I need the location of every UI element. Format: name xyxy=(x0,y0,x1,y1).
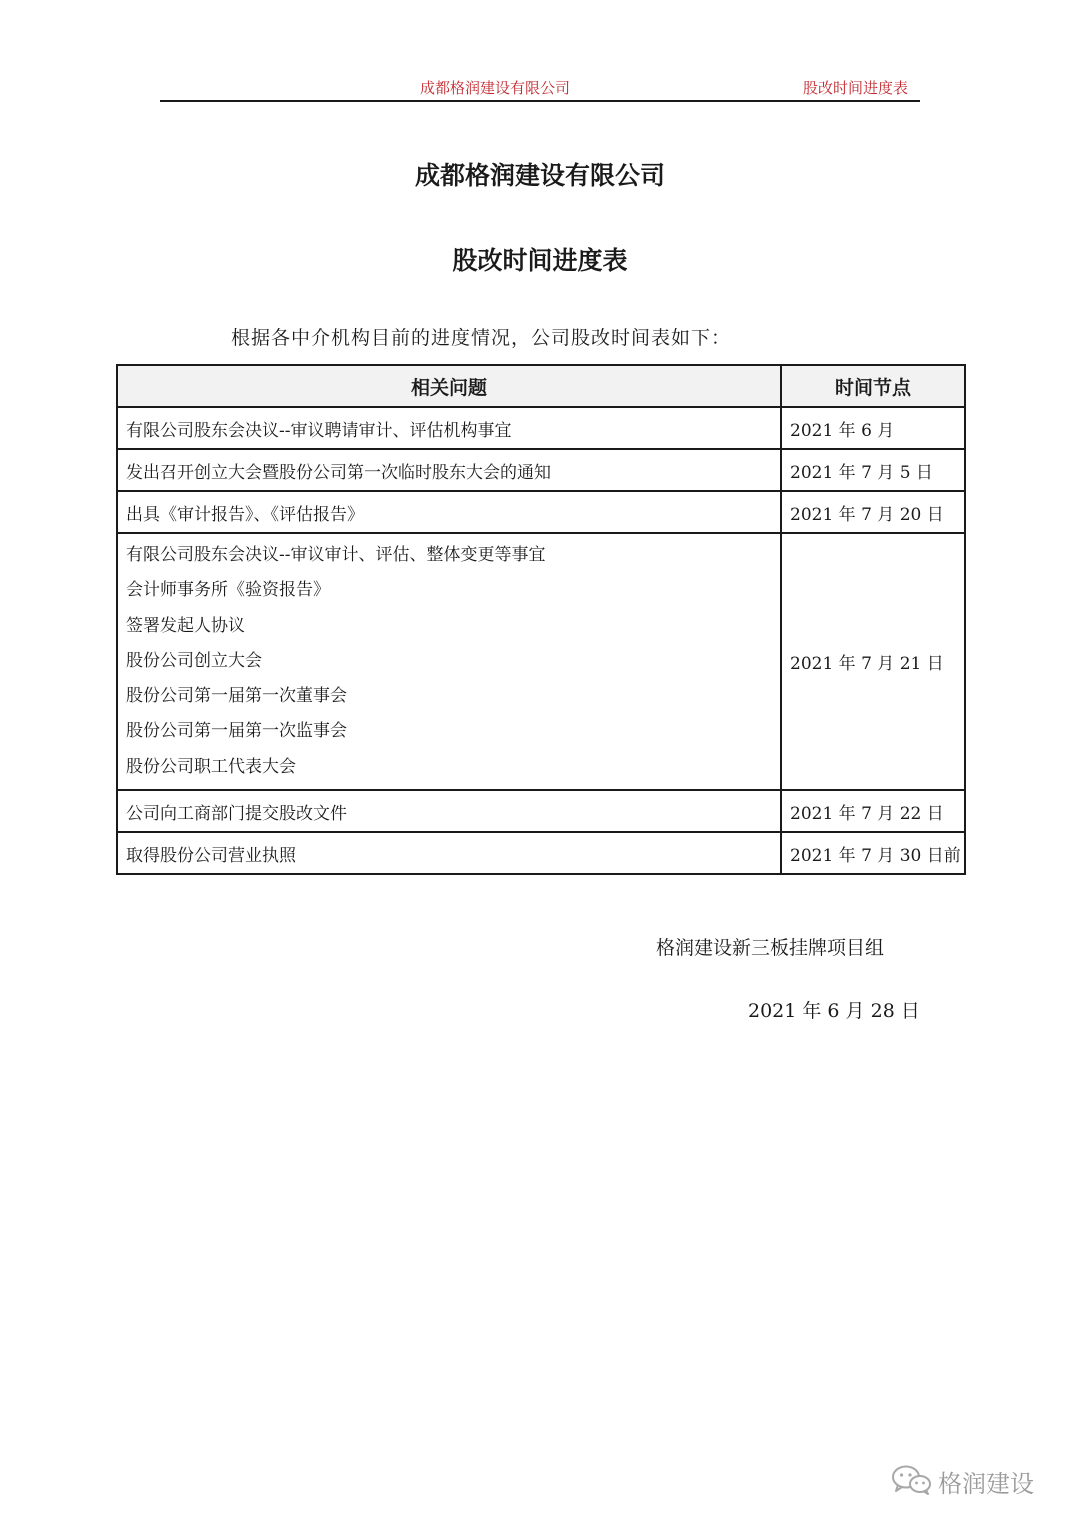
issue-line: 会计师事务所《验资报告》 xyxy=(126,580,330,601)
table-row xyxy=(117,449,965,491)
header-document-title: 股改时间进度表 xyxy=(803,79,909,97)
signature-group: 格润建设新三板挂牌项目组 xyxy=(656,937,885,959)
signature-date: 2021 年 6 月 28 日 xyxy=(748,1000,920,1022)
issue-cell: 有限公司股东会决议--审议聘请审计、评估机构事宜 xyxy=(117,407,781,449)
table-header-row xyxy=(117,365,965,407)
date-cell: 2021 年 7 月 20 日 xyxy=(781,491,965,533)
table-row xyxy=(117,533,965,790)
issue-cell: 发出召开创立大会暨股份公司第一次临时股东大会的通知 xyxy=(117,449,781,491)
page-subtitle: 股改时间进度表 xyxy=(452,246,628,275)
header-company-name: 成都格润建设有限公司 xyxy=(420,79,571,97)
issue-line: 有限公司股东会决议--审议审计、评估、整体变更等事宜 xyxy=(126,545,546,565)
table-row xyxy=(117,790,965,832)
header-divider xyxy=(160,100,920,102)
issue-line: 股份公司创立大会 xyxy=(126,650,262,671)
column-header-date: 时间节点 xyxy=(781,365,965,407)
issue-line: 股份公司第一届第一次监事会 xyxy=(126,721,347,742)
issue-cell-multiline xyxy=(117,533,781,790)
intro-paragraph: 根据各中介机构目前的进度情况，公司股改时间表如下： xyxy=(231,327,732,349)
issue-cell: 公司向工商部门提交股改文件 xyxy=(117,790,781,832)
issue-line: 股份公司职工代表大会 xyxy=(126,756,296,777)
watermark xyxy=(890,1462,1050,1498)
date-cell: 2021 年 6 月 xyxy=(781,407,965,449)
date-cell: 2021 年 7 月 5 日 xyxy=(781,449,965,491)
watermark-text: 格润建设 xyxy=(938,1470,1034,1498)
table-row xyxy=(117,407,965,449)
schedule-table xyxy=(116,364,966,875)
issue-cell: 取得股份公司营业执照 xyxy=(117,832,781,874)
table-row xyxy=(117,832,965,874)
wechat-icon xyxy=(890,1464,934,1496)
table-row xyxy=(117,491,965,533)
issue-cell: 出具《审计报告》、《评估报告》 xyxy=(117,491,781,533)
date-cell: 2021 年 7 月 30 日前 xyxy=(781,832,965,874)
date-cell: 2021 年 7 月 21 日 xyxy=(781,533,965,790)
page-title: 成都格润建设有限公司 xyxy=(414,161,665,190)
issue-line: 股份公司第一届第一次董事会 xyxy=(126,686,347,707)
date-cell: 2021 年 7 月 22 日 xyxy=(781,790,965,832)
column-header-issue: 相关问题 xyxy=(117,365,781,407)
issue-line: 签署发起人协议 xyxy=(126,615,245,636)
